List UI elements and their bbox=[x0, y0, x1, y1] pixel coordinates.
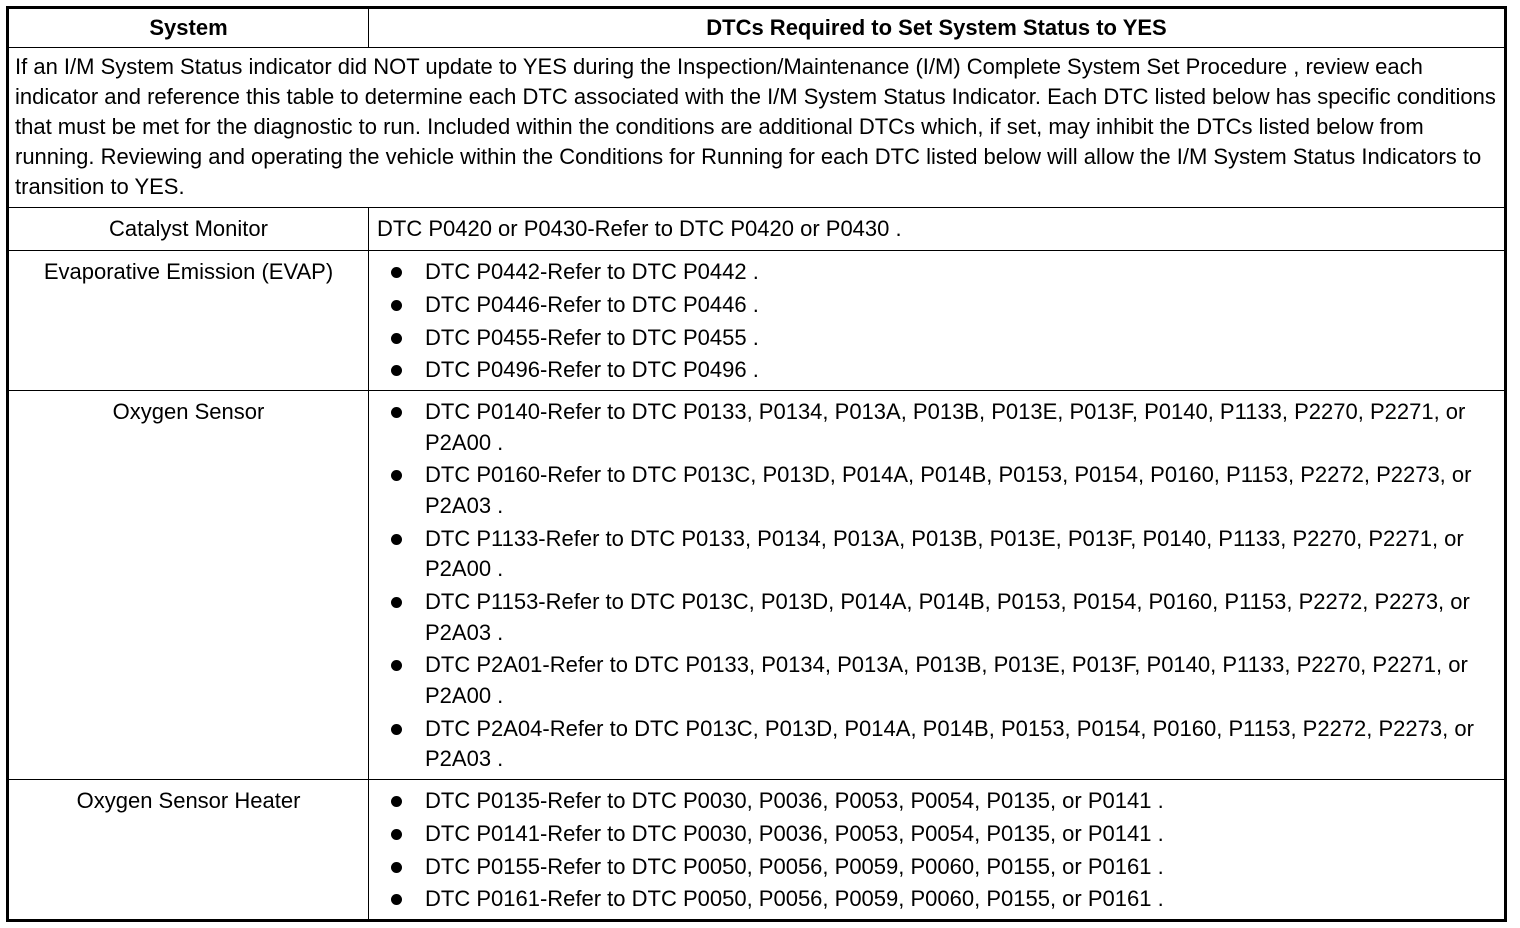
system-cell: Evaporative Emission (EVAP) bbox=[8, 251, 369, 391]
system-cell: Oxygen Sensor Heater bbox=[8, 779, 369, 920]
table-row-catalyst-monitor bbox=[8, 208, 1506, 251]
list-item bbox=[369, 650, 1500, 711]
dtc-item-text: DTC P0160-Refer to DTC P013C, P013D, P014A, P014B, P0153, P0154, P0160, P1153, P2272, P2273, or P2A03 . bbox=[425, 462, 1472, 518]
dtc-item-text: DTC P0496-Refer to DTC P0496 . bbox=[425, 357, 759, 383]
bullet-icon bbox=[391, 407, 402, 418]
bullet-icon bbox=[391, 724, 402, 735]
intro-row bbox=[8, 48, 1506, 208]
list-item bbox=[369, 460, 1500, 521]
dtc-item-text: DTC P0442-Refer to DTC P0442 . bbox=[425, 259, 759, 284]
bullet-icon bbox=[391, 829, 402, 840]
bullet-icon bbox=[391, 862, 402, 873]
bullet-icon bbox=[391, 267, 402, 278]
dtc-list bbox=[369, 780, 1504, 919]
list-item bbox=[369, 786, 1500, 817]
list-item bbox=[369, 819, 1500, 850]
bullet-icon bbox=[391, 300, 402, 311]
list-item bbox=[369, 587, 1500, 648]
dtc-item-text: DTC P0446-Refer to DTC P0446 . bbox=[425, 291, 759, 317]
list-item bbox=[369, 524, 1500, 585]
dtc-cell bbox=[369, 779, 1506, 920]
dtc-status-table bbox=[6, 6, 1507, 922]
dtc-list bbox=[369, 251, 1504, 390]
system-cell: Oxygen Sensor bbox=[8, 391, 369, 780]
dtc-cell bbox=[369, 251, 1506, 391]
list-item bbox=[369, 323, 1500, 354]
bullet-icon bbox=[391, 597, 402, 608]
list-item bbox=[369, 397, 1500, 458]
dtc-item-text: DTC P0161-Refer to DTC P0050, P0056, P0059, P0060, P0155, or P0161 . bbox=[425, 886, 1164, 912]
list-item bbox=[369, 852, 1500, 883]
dtc-item-text: DTC P0135-Refer to DTC P0030, P0036, P0053, P0054, P0135, or P0141 . bbox=[425, 787, 1164, 813]
list-item bbox=[369, 884, 1500, 915]
bullet-icon bbox=[391, 333, 402, 344]
table-row-oxygen-sensor bbox=[8, 391, 1506, 780]
list-item bbox=[369, 714, 1500, 775]
bullet-icon bbox=[391, 534, 402, 545]
list-item bbox=[369, 257, 1500, 288]
header-row bbox=[8, 8, 1506, 48]
dtc-item-text: DTC P0155-Refer to DTC P0050, P0056, P0059, P0060, P0155, or P0161 . bbox=[425, 853, 1164, 879]
intro-text: If an I/M System Status indicator did NOT update to YES during the Inspection/Maintenance (I/M) Complete System Set Procedure , review each indicator and reference this table to determine each DTC associated with the I/M System Status Indicator. Each DTC listed below has specific conditions that must be met for the diagnostic to run. Included within the conditions are additional DTCs which, if set, may inhibit the DTCs listed below from running. Reviewing and operating the vehicle within the Conditions for Running for each DTC listed below will allow the I/M System Status Indicators to transition to YES. bbox=[8, 48, 1506, 208]
table-row-evap bbox=[8, 251, 1506, 391]
list-item bbox=[369, 355, 1500, 386]
dtc-list bbox=[369, 391, 1504, 779]
dtc-item-text: DTC P0141-Refer to DTC P0030, P0036, P0053, P0054, P0135, or P0141 . bbox=[425, 820, 1164, 846]
dtc-item-text: DTC P1153-Refer to DTC P013C, P013D, P014A, P014B, P0153, P0154, P0160, P1153, P2272, P2273, or P2A03 . bbox=[425, 589, 1470, 645]
dtc-cell: DTC P0420 or P0430-Refer to DTC P0420 or P0430 . bbox=[369, 208, 1506, 251]
bullet-icon bbox=[391, 365, 402, 376]
dtc-item-text: DTC P0455-Refer to DTC P0455 . bbox=[425, 324, 759, 350]
header-system: System bbox=[8, 8, 369, 48]
dtc-item-text: DTC P0140-Refer to DTC P0133, P0134, P013A, P013B, P013E, P013F, P0140, P1133, P2270, P2271, or P2A00 . bbox=[425, 399, 1466, 455]
bullet-icon bbox=[391, 660, 402, 671]
bullet-icon bbox=[391, 470, 402, 481]
dtc-cell bbox=[369, 391, 1506, 780]
header-dtcs: DTCs Required to Set System Status to YES bbox=[369, 8, 1506, 48]
bullet-icon bbox=[391, 796, 402, 807]
dtc-item-text: DTC P2A01-Refer to DTC P0133, P0134, P013A, P013B, P013E, P013F, P0140, P1133, P2270, P2271, or P2A00 . bbox=[425, 652, 1468, 708]
table-row-oxygen-sensor-heater bbox=[8, 779, 1506, 920]
dtc-item-text: DTC P2A04-Refer to DTC P013C, P013D, P014A, P014B, P0153, P0154, P0160, P1153, P2272, P2273, or P2A03 . bbox=[425, 715, 1474, 772]
bullet-icon bbox=[391, 894, 402, 905]
dtc-item-text: DTC P1133-Refer to DTC P0133, P0134, P013A, P013B, P013E, P013F, P0140, P1133, P2270, P2271, or P2A00 . bbox=[425, 525, 1464, 582]
list-item bbox=[369, 290, 1500, 321]
system-cell: Catalyst Monitor bbox=[8, 208, 369, 251]
